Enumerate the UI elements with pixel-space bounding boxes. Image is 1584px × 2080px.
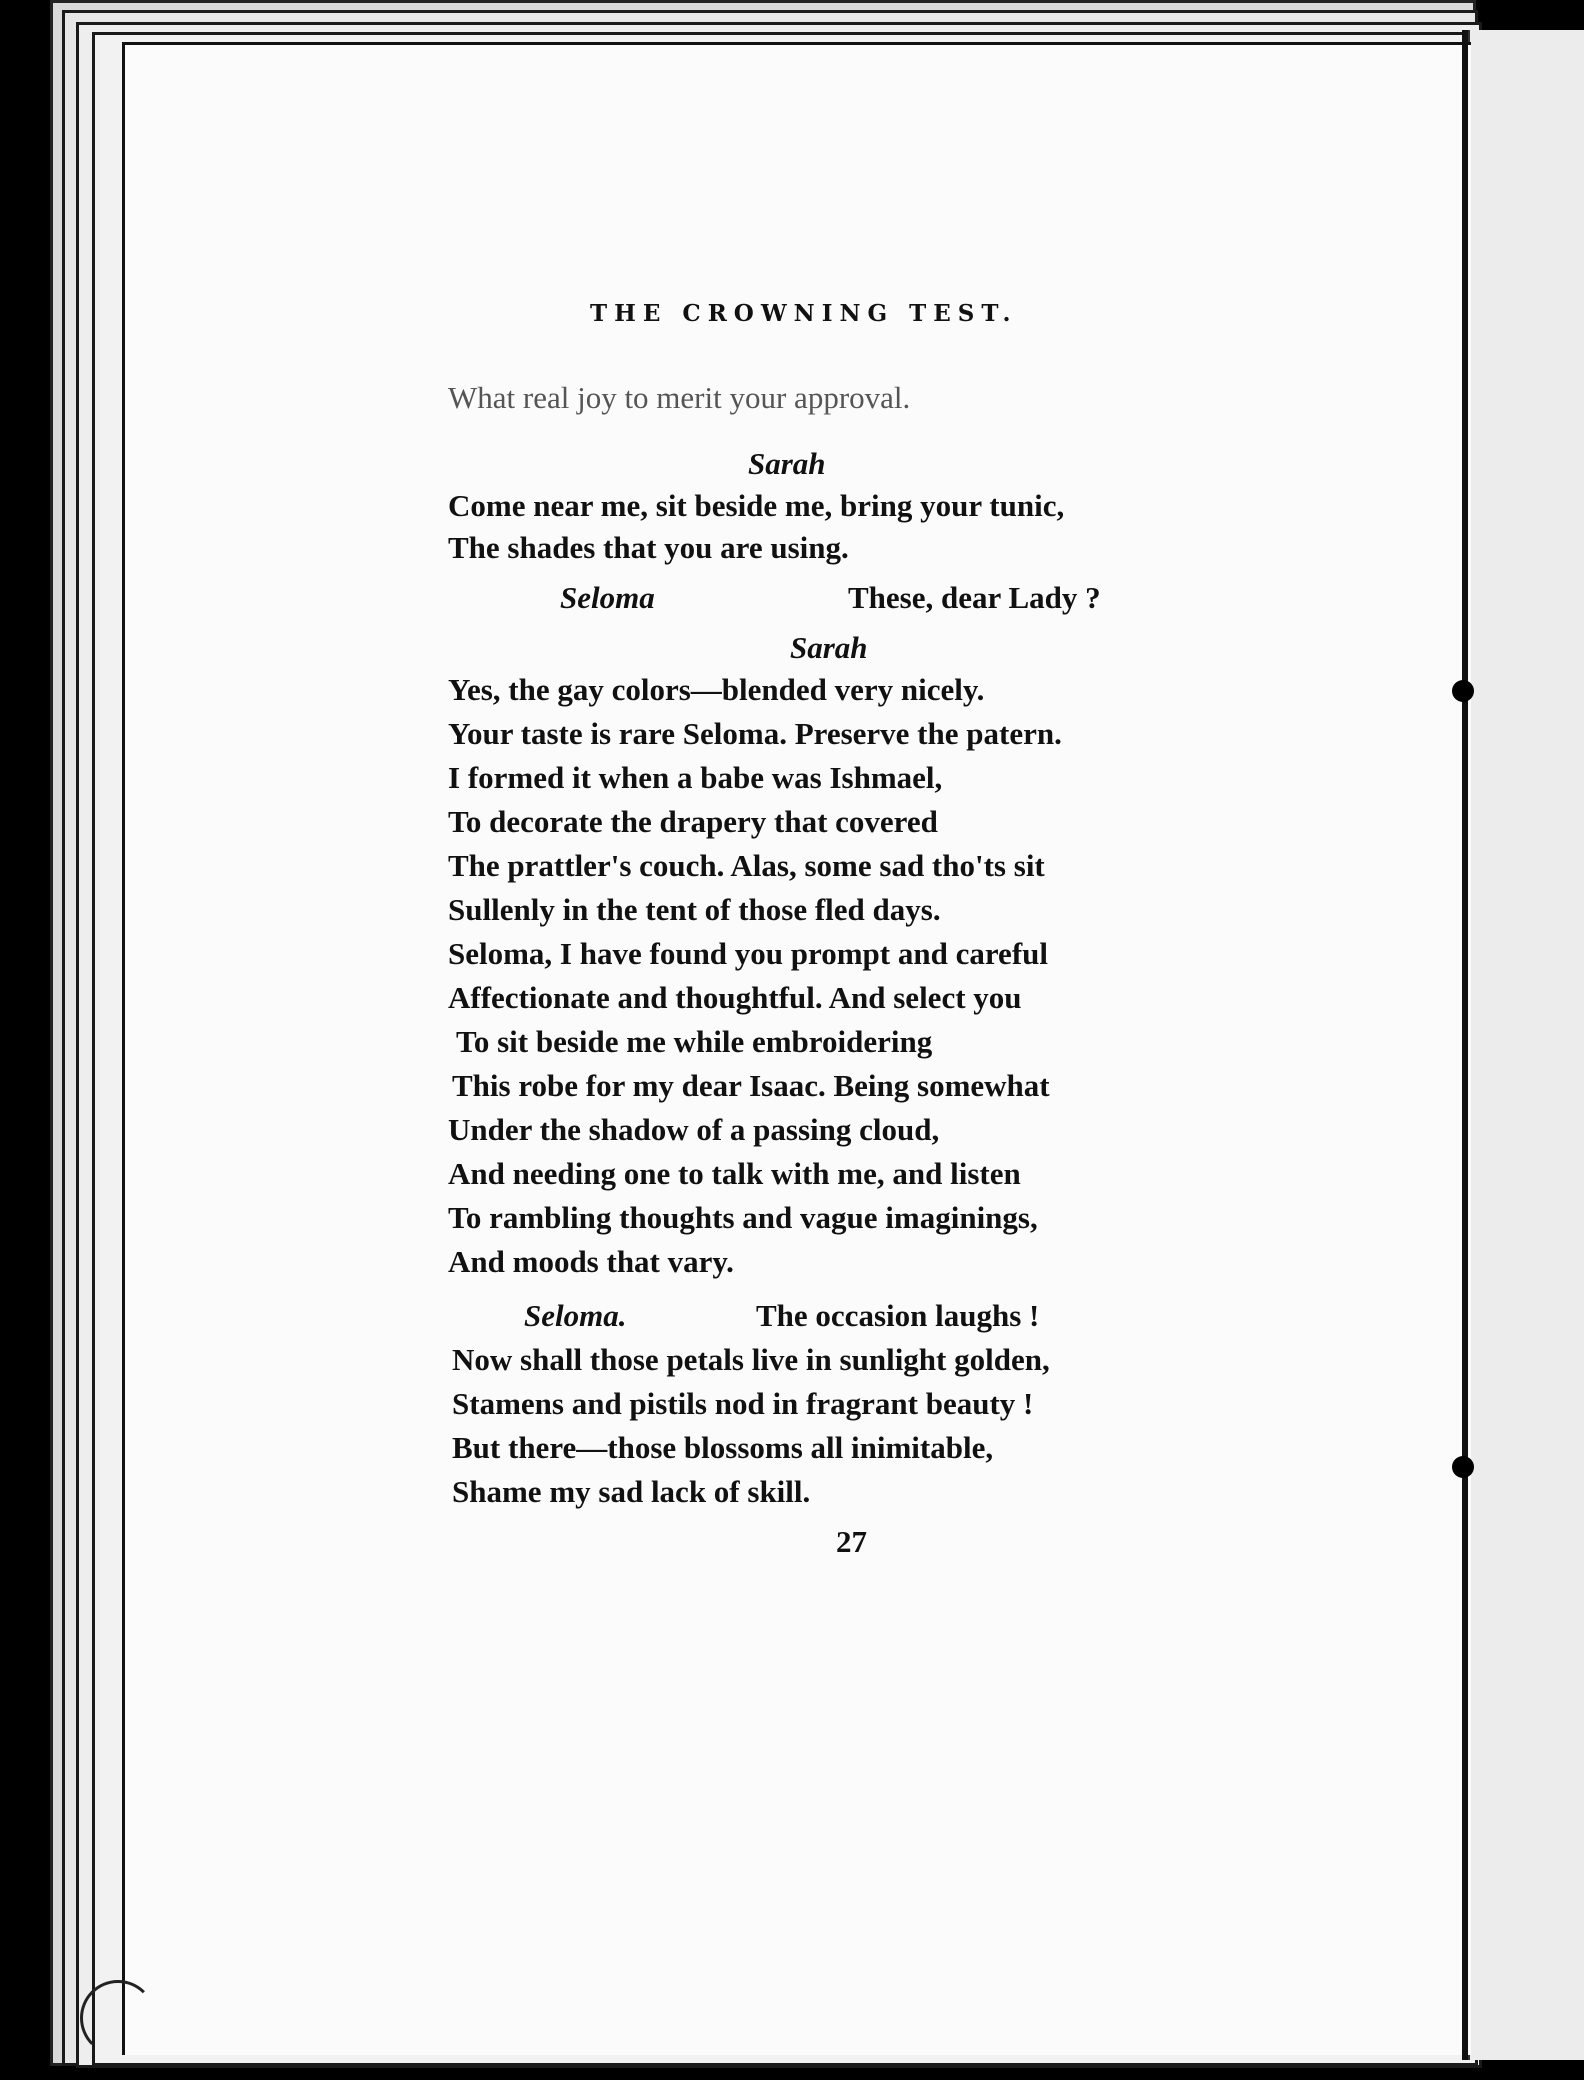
verse-line: Your taste is rare Seloma. Preserve the patern. [448,716,1062,751]
verse-line: The occasion laughs ! [756,1298,1040,1333]
verse-line: Yes, the gay colors—blended very nicely. [448,672,985,707]
verse-line: The shades that you are using. [448,530,849,565]
page-corner-curl [80,1980,156,2056]
verse-line: This robe for my dear Isaac. Being somewhat [452,1068,1050,1103]
verse-line: To decorate the drapery that covered [448,804,938,839]
speaker-name: Seloma. [524,1298,627,1333]
verse-line: Shame my sad lack of skill. [452,1474,811,1509]
verse-line: To rambling thoughts and vague imaginings, [448,1200,1038,1235]
binding-mark [1452,680,1474,702]
page-number: 27 [836,1524,867,1559]
verse-line: What real joy to merit your approval. [448,380,911,415]
verse-line: Now shall those petals live in sunlight golden, [452,1342,1050,1377]
speaker-name: Sarah [790,630,868,665]
speaker-name: Seloma [560,580,655,615]
verse-line: Seloma, I have found you prompt and careful [448,936,1048,971]
speaker-name: Sarah [748,446,826,481]
page-gutter-rule [1462,30,1468,2060]
verse-line: Under the shadow of a passing cloud, [448,1112,940,1147]
verse-line: The prattler's couch. Alas, some sad tho'ts sit [448,848,1045,883]
facing-page-strip [1468,30,1584,2060]
verse-line: These, dear Lady ? [848,580,1101,615]
running-head: THE CROWNING TEST. [590,300,1018,327]
verse-line: Stamens and pistils nod in fragrant beauty ! [452,1386,1034,1421]
verse-line: But there—those blossoms all inimitable, [452,1430,994,1465]
verse-line: Sullenly in the tent of those fled days. [448,892,941,927]
verse-line: I formed it when a babe was Ishmael, [448,760,943,795]
binding-mark [1452,1456,1474,1478]
verse-line: And moods that vary. [448,1244,734,1279]
verse-line: Affectionate and thoughtful. And select you [448,980,1022,1015]
verse-line: Come near me, sit beside me, bring your tunic, [448,488,1065,523]
verse-line: And needing one to talk with me, and listen [448,1156,1021,1191]
verse-line: To sit beside me while embroidering [456,1024,933,1059]
